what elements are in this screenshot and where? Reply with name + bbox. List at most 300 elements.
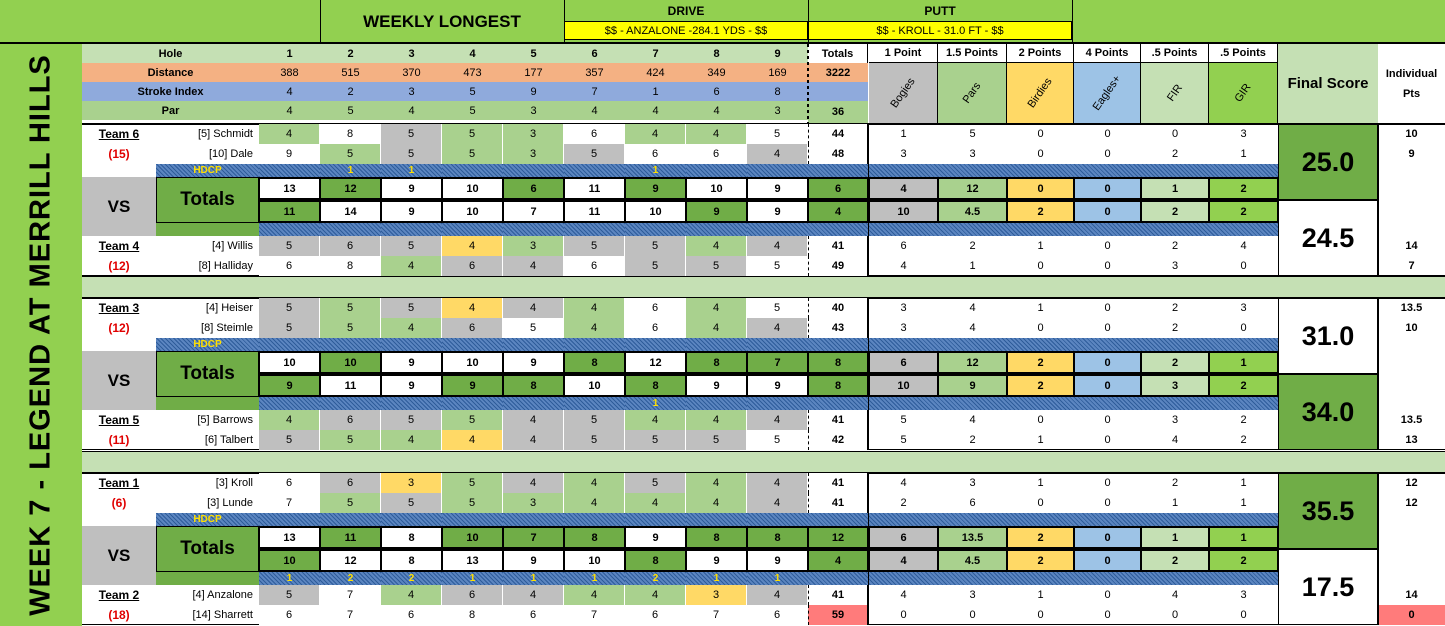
team-hole-total: 6 <box>504 179 563 198</box>
player-stat: 3 <box>969 589 976 601</box>
player-stat: 3 <box>1171 414 1179 426</box>
player-stat: 2 <box>1240 414 1247 426</box>
player-total: 41 <box>808 236 868 256</box>
team-stat-total: 0 <box>1075 528 1140 547</box>
hole-score: 5 <box>625 473 686 493</box>
team-hole-total: 9 <box>748 376 807 395</box>
hdcp-stroke: 1 <box>564 572 625 585</box>
hole-score: 5 <box>442 473 503 493</box>
team-name: Team 2 <box>98 588 140 602</box>
hdcp-stroke <box>442 338 503 351</box>
hdcp-stroke <box>503 397 564 410</box>
individual-pts: 12 <box>1405 497 1418 509</box>
hdcp-label: HDCP <box>156 338 259 351</box>
player-stat: 1 <box>900 128 907 140</box>
hdcp-stroke <box>686 338 747 351</box>
hole-score: 5 <box>442 144 503 164</box>
player-stat: 4 <box>969 414 976 426</box>
drive-label: DRIVE <box>667 4 705 18</box>
player-total: 42 <box>808 430 868 450</box>
player-stat: 1 <box>1037 477 1044 489</box>
player-total: 44 <box>808 124 868 144</box>
hole-score: 5 <box>747 430 808 450</box>
hole-score: 5 <box>686 256 747 276</box>
hole-score: 5 <box>381 410 442 430</box>
team-stat-total: 13.5 <box>939 528 1006 547</box>
team-points-total: 6 <box>809 179 867 198</box>
course-cell: 4 <box>591 104 598 117</box>
player-stat: 1 <box>1240 148 1247 160</box>
team-stat-total: 2 <box>1210 551 1277 570</box>
individual-pts: 0 <box>1378 605 1445 625</box>
player-stat: 0 <box>1037 322 1044 334</box>
team-stat-total: 6 <box>870 353 937 372</box>
player-stat: 3 <box>1240 128 1247 140</box>
team-hole-total: 8 <box>565 353 624 372</box>
hdcp-stroke: 1 <box>747 572 808 585</box>
player-stat: 2 <box>1171 148 1179 160</box>
hole-score: 7 <box>564 605 625 625</box>
totals-label: Totals <box>156 351 259 397</box>
hdcp-stroke <box>564 223 625 236</box>
player-total: 41 <box>808 585 868 605</box>
hole-score: 3 <box>381 473 442 493</box>
hole-score: 5 <box>564 144 625 164</box>
course-cell: 4 <box>286 85 293 98</box>
player-stat: 0 <box>1037 497 1044 509</box>
team-stat-total: 2 <box>1210 202 1277 221</box>
hole-score: 6 <box>564 124 625 144</box>
course-cell: 4 <box>408 104 415 117</box>
hole-score: 5 <box>381 236 442 256</box>
player-stat: 2 <box>969 240 976 252</box>
stat-header-fir <box>1141 63 1209 123</box>
match-gap <box>82 276 1445 298</box>
totals-gap <box>156 397 259 410</box>
course-cell: 7 <box>652 47 659 60</box>
team-stat-total: 0 <box>1075 376 1140 395</box>
player-stat: 4 <box>969 322 976 334</box>
hole-score: 4 <box>564 298 625 318</box>
team-hole-total: 10 <box>565 376 624 395</box>
course-cell: 3 <box>530 104 537 117</box>
player-stat: 3 <box>969 148 976 160</box>
course-cell: 473 <box>463 66 482 79</box>
stat-divider <box>868 298 869 450</box>
player-stat: 3 <box>1240 589 1247 601</box>
stat-divider <box>868 473 869 625</box>
player-stat: 3 <box>900 322 907 334</box>
course-row-label: Stroke Index <box>137 85 204 98</box>
hole-score: 9 <box>259 144 320 164</box>
stat-header-label: GIR <box>1232 81 1254 105</box>
hole-score: 6 <box>625 318 686 338</box>
hole-score: 4 <box>442 430 503 450</box>
team-hole-total: 9 <box>260 376 319 395</box>
player-stat: 0 <box>1104 240 1111 252</box>
team-hole-total: 10 <box>443 179 502 198</box>
hdcp-stroke <box>747 397 808 410</box>
hole-score: 4 <box>503 256 564 276</box>
individual-pts: 10 <box>1405 322 1418 334</box>
totals-label: Totals <box>156 526 259 572</box>
course-cell: 6 <box>713 85 720 98</box>
final-score: 24.5 <box>1278 200 1378 276</box>
player-stat: 4 <box>900 477 907 489</box>
player-stat: 2 <box>1171 322 1179 334</box>
player-stat: 5 <box>969 128 976 140</box>
hole-score: 5 <box>320 144 381 164</box>
player-name: [5] Schmidt <box>197 128 253 140</box>
team-hole-total: 9 <box>626 528 685 547</box>
hole-score: 4 <box>686 493 747 513</box>
course-cell: 5 <box>469 104 476 117</box>
team-name: Team 5 <box>98 413 140 427</box>
hole-score: 4 <box>381 430 442 450</box>
player-stat: 1 <box>1037 589 1044 601</box>
hdcp-stroke <box>259 223 320 236</box>
ind-divider <box>1378 473 1379 625</box>
hole-score: 5 <box>625 256 686 276</box>
team-hole-total: 10 <box>443 528 502 547</box>
individual-pts: 14 <box>1405 240 1418 252</box>
hole-score: 7 <box>320 605 381 625</box>
hole-score: 4 <box>625 410 686 430</box>
team-hole-total: 9 <box>626 179 685 198</box>
team-points-total: 4 <box>809 202 867 221</box>
individual-pts: 13.5 <box>1400 302 1423 314</box>
course-cell: 9 <box>774 47 781 60</box>
player-stat: 0 <box>1104 589 1111 601</box>
team-stat-total: 1 <box>1142 528 1208 547</box>
hdcp-label: HDCP <box>156 164 259 177</box>
team-stat-total: 2 <box>1142 551 1208 570</box>
stat-header-label: Birdies <box>1025 75 1055 111</box>
player-total: 59 <box>808 605 868 625</box>
hole-score: 6 <box>259 473 320 493</box>
team-hole-total: 13 <box>443 551 502 570</box>
hole-score: 6 <box>747 605 808 625</box>
course-cell: 3 <box>408 85 415 98</box>
hole-score: 4 <box>503 410 564 430</box>
team-hole-total: 9 <box>687 202 746 221</box>
hole-score: 4 <box>747 144 808 164</box>
player-stat: 4 <box>969 302 976 314</box>
hdcp-stroke <box>625 338 686 351</box>
individual-pts: 13 <box>1405 434 1418 446</box>
hdcp-stroke: 2 <box>381 572 442 585</box>
team-stat-total: 2 <box>1210 179 1277 198</box>
hole-score: 4 <box>747 585 808 605</box>
player-stat: 4 <box>1171 589 1179 601</box>
hole-score: 3 <box>503 236 564 256</box>
hole-score: 7 <box>686 605 747 625</box>
hole-score: 4 <box>259 410 320 430</box>
hole-score: 6 <box>625 605 686 625</box>
player-stat: 1 <box>1240 497 1247 509</box>
team-hole-total: 11 <box>260 202 319 221</box>
hole-score: 5 <box>381 144 442 164</box>
hdcp-stroke <box>442 397 503 410</box>
hole-score: 4 <box>442 236 503 256</box>
team-stat-total: 4 <box>870 551 937 570</box>
hdcp-stroke: 1 <box>442 572 503 585</box>
stat-header-birdies <box>1007 63 1074 123</box>
hole-score: 5 <box>320 318 381 338</box>
hole-score: 5 <box>747 256 808 276</box>
vs-label: VS <box>82 526 156 585</box>
hole-score: 6 <box>320 473 381 493</box>
stat-header-bogies <box>869 63 938 123</box>
hdcp-stroke <box>564 397 625 410</box>
player-name: [4] Anzalone <box>192 589 253 601</box>
player-stat: 3 <box>900 302 907 314</box>
team-points-total: 12 <box>809 528 867 547</box>
hole-score: 7 <box>259 493 320 513</box>
team-hole-total: 9 <box>687 376 746 395</box>
stat-header-eagles-plus <box>1074 63 1141 123</box>
team-stat-total: 0 <box>1075 202 1140 221</box>
course-cell: 5 <box>347 104 354 117</box>
hdcp-stroke <box>259 164 320 177</box>
hole-score: 3 <box>503 493 564 513</box>
individual-pts: 7 <box>1408 260 1415 272</box>
team-handicap: (12) <box>108 321 130 335</box>
stat-divider <box>868 124 869 276</box>
points-header: 4 Points <box>1074 44 1141 63</box>
hole-score: 4 <box>686 124 747 144</box>
hdcp-stroke <box>320 513 381 526</box>
team-hole-total: 9 <box>443 376 502 395</box>
team-stat-total: 0 <box>1075 551 1140 570</box>
hdcp-stroke <box>503 513 564 526</box>
team-stat-total: 12 <box>939 353 1006 372</box>
team-hole-total: 14 <box>321 202 380 221</box>
total-distance: 3222 <box>808 63 868 82</box>
player-stat: 0 <box>1104 497 1111 509</box>
team-hole-total: 10 <box>626 202 685 221</box>
hole-score: 4 <box>564 318 625 338</box>
team-hole-total: 10 <box>443 202 502 221</box>
team-stat-total: 2 <box>1008 376 1073 395</box>
hdcp-stroke <box>381 223 442 236</box>
hdcp-stroke <box>259 513 320 526</box>
hole-score: 6 <box>259 605 320 625</box>
final-score: 34.0 <box>1278 374 1378 450</box>
team-points-total: 8 <box>809 353 867 372</box>
course-cell: 424 <box>646 66 665 79</box>
total-stroke-empty <box>808 82 868 101</box>
individual-pts: 14 <box>1405 589 1418 601</box>
hdcp-stroke <box>259 397 320 410</box>
player-stat: 0 <box>1037 414 1044 426</box>
points-header: 1.5 Points <box>938 44 1007 63</box>
team-points-total: 4 <box>809 551 867 570</box>
team-hole-total: 9 <box>748 179 807 198</box>
hole-score: 6 <box>564 256 625 276</box>
hole-score: 4 <box>381 256 442 276</box>
team-handicap: (12) <box>108 259 130 273</box>
team-hole-total: 10 <box>260 353 319 372</box>
player-stat: 2 <box>1171 302 1179 314</box>
hole-score: 5 <box>503 318 564 338</box>
player-stat: 0 <box>1104 434 1111 446</box>
team-stat-total: 10 <box>870 202 937 221</box>
ind-divider <box>1378 124 1379 276</box>
hole-score: 4 <box>686 318 747 338</box>
hole-score: 4 <box>625 493 686 513</box>
hole-score: 5 <box>381 124 442 144</box>
course-cell: 4 <box>469 47 476 60</box>
hole-score: 4 <box>686 298 747 318</box>
hole-score: 5 <box>564 430 625 450</box>
stat-header-gir <box>1209 63 1278 123</box>
hdcp-stroke <box>747 513 808 526</box>
player-stat: 0 <box>1240 609 1247 621</box>
hole-score: 6 <box>625 298 686 318</box>
course-cell: 4 <box>286 104 293 117</box>
player-stat: 0 <box>1037 128 1044 140</box>
totals-gap <box>156 223 259 236</box>
player-stat: 0 <box>1104 609 1111 621</box>
player-stat: 0 <box>1104 148 1111 160</box>
player-stat: 0 <box>1171 609 1179 621</box>
hdcp-label: HDCP <box>156 513 259 526</box>
player-total: 48 <box>808 144 868 164</box>
player-name: [3] Lunde <box>207 497 253 509</box>
hole-score: 3 <box>503 124 564 144</box>
hole-score: 5 <box>564 236 625 256</box>
hole-score: 4 <box>259 124 320 144</box>
player-stat: 0 <box>900 609 907 621</box>
course-cell: 177 <box>524 66 543 79</box>
team-hole-total: 8 <box>748 528 807 547</box>
hdcp-stroke <box>503 164 564 177</box>
team-stat-total: 9 <box>939 376 1006 395</box>
player-stat: 2 <box>1171 240 1179 252</box>
team-stat-total: 2 <box>1142 202 1208 221</box>
player-stat: 5 <box>900 414 907 426</box>
hdcp-stroke <box>442 164 503 177</box>
team-points-total: 8 <box>809 376 867 395</box>
hole-score: 6 <box>442 318 503 338</box>
team-stat-total: 3 <box>1142 376 1208 395</box>
course-row-label: Hole <box>158 47 183 60</box>
team-handicap: (11) <box>108 433 130 447</box>
team-handicap: (15) <box>108 147 130 161</box>
course-cell: 1 <box>652 85 659 98</box>
player-total: 41 <box>808 410 868 430</box>
hole-score: 5 <box>442 410 503 430</box>
player-name: [6] Talbert <box>204 434 253 446</box>
player-stat: 1 <box>969 260 976 272</box>
course-cell: 1 <box>286 47 293 60</box>
totals-gap <box>156 572 259 585</box>
hole-score: 4 <box>747 318 808 338</box>
hole-score: 5 <box>259 430 320 450</box>
hole-score: 4 <box>381 585 442 605</box>
putt-label: PUTT <box>924 4 956 18</box>
team-hole-total: 8 <box>382 551 441 570</box>
hole-score: 6 <box>320 410 381 430</box>
team-stat-total: 1 <box>1210 528 1277 547</box>
player-name: [4] Heiser <box>205 302 253 314</box>
player-stat: 1 <box>1240 477 1247 489</box>
total-par: 36 <box>808 101 868 123</box>
hdcp-stroke <box>625 223 686 236</box>
player-stat: 0 <box>1240 260 1247 272</box>
team-hole-total: 9 <box>382 202 441 221</box>
hole-score: 4 <box>747 473 808 493</box>
ind-divider <box>1378 298 1379 450</box>
hdcp-stroke <box>686 513 747 526</box>
hole-score: 8 <box>320 124 381 144</box>
course-cell: 2 <box>347 85 354 98</box>
hdcp-stroke <box>686 164 747 177</box>
course-cell: 388 <box>280 66 299 79</box>
player-stat: 3 <box>1240 302 1247 314</box>
hole-score: 5 <box>381 298 442 318</box>
team-name: Team 1 <box>98 476 140 490</box>
hole-score: 5 <box>442 493 503 513</box>
hdcp-stroke: 1 <box>503 572 564 585</box>
hole-score: 4 <box>686 236 747 256</box>
individual-pts: 12 <box>1405 477 1418 489</box>
hdcp-stroke <box>564 164 625 177</box>
team-hole-total: 8 <box>687 353 746 372</box>
hole-score: 5 <box>625 430 686 450</box>
team-hole-total: 9 <box>382 376 441 395</box>
hole-score: 8 <box>442 605 503 625</box>
hole-score: 5 <box>320 493 381 513</box>
vs-label: VS <box>82 351 156 410</box>
final-score: 31.0 <box>1278 298 1378 374</box>
individual-pts: 9 <box>1408 148 1415 160</box>
points-header: 2 Points <box>1007 44 1074 63</box>
hole-score: 4 <box>747 410 808 430</box>
hole-score: 7 <box>320 585 381 605</box>
hole-score: 4 <box>442 298 503 318</box>
hdcp-stroke: 1 <box>259 572 320 585</box>
team-stat-total: 2 <box>1008 202 1073 221</box>
team-hole-total: 11 <box>565 179 624 198</box>
hole-score: 4 <box>564 493 625 513</box>
hole-score: 4 <box>625 585 686 605</box>
hole-score: 3 <box>503 144 564 164</box>
hdcp-stroke <box>320 338 381 351</box>
hdcp-stroke <box>625 513 686 526</box>
player-stat: 2 <box>1171 477 1179 489</box>
team-hole-total: 12 <box>321 179 380 198</box>
team-hole-total: 7 <box>504 528 563 547</box>
team-hole-total: 9 <box>382 353 441 372</box>
player-stat: 0 <box>1037 260 1044 272</box>
hdcp-stroke <box>442 223 503 236</box>
team-hole-total: 8 <box>565 528 624 547</box>
team-stat-total: 1 <box>1210 353 1277 372</box>
course-cell: 515 <box>341 66 360 79</box>
hdcp-stroke <box>564 513 625 526</box>
team-handicap: (6) <box>111 496 127 510</box>
course-cell: 8 <box>774 85 781 98</box>
player-name: [5] Barrows <box>197 414 253 426</box>
hdcp-stroke: 1 <box>381 164 442 177</box>
hole-score: 5 <box>320 430 381 450</box>
course-cell: 7 <box>591 85 598 98</box>
match-gap <box>82 451 1445 473</box>
team-name: Team 4 <box>98 239 140 253</box>
header-divider <box>1072 0 1073 43</box>
